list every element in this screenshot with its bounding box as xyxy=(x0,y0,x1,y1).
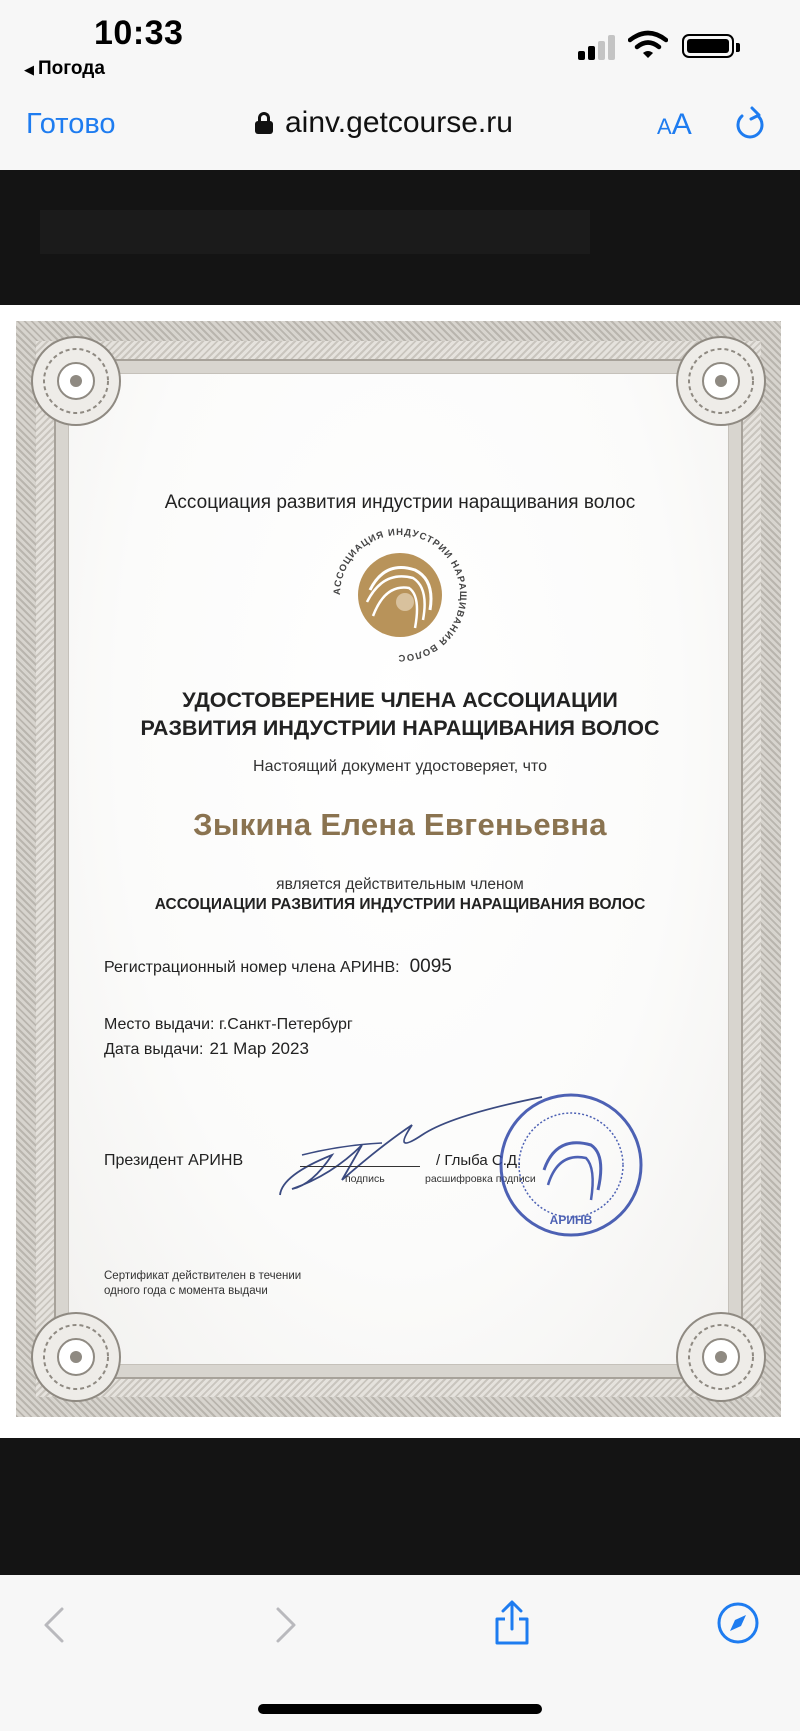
back-to-app-link[interactable] xyxy=(24,58,105,80)
date-label: Дата выдачи: xyxy=(104,1041,204,1058)
corner-rosette-icon xyxy=(28,333,124,429)
organization-name: Ассоциация развития индустрии наращивания волос xyxy=(164,492,636,513)
refresh-icon[interactable] xyxy=(732,104,768,144)
status-time: 10:33 xyxy=(94,14,184,52)
issue-date xyxy=(104,1039,309,1059)
validity-note-line1: Сертификат действителен в течении xyxy=(104,1270,302,1282)
home-indicator[interactable] xyxy=(258,1704,542,1714)
back-triangle-icon: ◀ xyxy=(24,62,34,77)
signature-decode: / Глыба С.Д. xyxy=(436,1152,522,1169)
lock-icon xyxy=(255,112,273,134)
member-name: Зыкина Елена Евгеньевна xyxy=(193,807,607,842)
share-icon[interactable] xyxy=(492,1599,532,1647)
reg-value: 0095 xyxy=(409,956,452,977)
issue-place xyxy=(104,1016,353,1034)
official-stamp xyxy=(496,1090,646,1240)
place-value: г.Санкт-Петербург xyxy=(218,1016,353,1033)
cellular-signal-icon xyxy=(578,34,618,60)
battery-icon xyxy=(682,34,734,58)
corner-rosette-icon xyxy=(28,1309,124,1405)
compass-icon[interactable] xyxy=(716,1601,760,1645)
validity-note-line2: одного года с момента выдачи xyxy=(104,1285,268,1297)
president-label: Президент АРИНВ xyxy=(104,1152,244,1169)
corner-rosette-icon xyxy=(673,333,769,429)
reg-label: Регистрационный номер члена АРИНВ: xyxy=(104,959,400,976)
browser-bottom-toolbar xyxy=(0,1575,800,1731)
decode-caption: расшифровка подписи xyxy=(425,1173,536,1185)
place-label: Место выдачи: xyxy=(104,1016,215,1033)
back-app-label: Погода xyxy=(38,58,105,79)
address-bar[interactable] xyxy=(255,106,513,140)
signature-caption: подпись xyxy=(345,1173,385,1185)
certificate-area xyxy=(0,305,800,1438)
date-value: 21 Мар 2023 xyxy=(209,1039,309,1058)
back-arrow-icon[interactable] xyxy=(40,1605,68,1645)
certificate-title-line1: УДОСТОВЕРЕНИЕ ЧЛЕНА АССОЦИАЦИИ xyxy=(182,688,618,712)
certificate-border xyxy=(16,321,781,1417)
wifi-icon xyxy=(628,30,668,60)
text-size-small: A xyxy=(657,114,672,139)
svg-text:АССОЦИАЦИЯ ИНДУСТРИИ НАРАЩИВАН: АССОЦИАЦИЯ ИНДУСТРИИ НАРАЩИВАНИЯ ВОЛОС xyxy=(331,526,469,664)
browser-toolbar xyxy=(0,90,800,170)
done-button[interactable]: Готово xyxy=(26,108,116,140)
corner-rosette-icon xyxy=(673,1309,769,1405)
registration-number xyxy=(104,956,452,978)
page-header-band xyxy=(0,170,800,305)
svg-text:АРИНВ: АРИНВ xyxy=(549,1213,593,1227)
status-bar xyxy=(0,0,800,90)
certificate-title-line2: РАЗВИТИЯ ИНДУСТРИИ НАРАЩИВАНИЯ ВОЛОС xyxy=(140,716,660,740)
signature-line xyxy=(300,1166,420,1167)
forward-arrow-icon[interactable] xyxy=(272,1605,300,1645)
page-footer-band xyxy=(0,1438,800,1575)
text-size-large: A xyxy=(671,108,692,141)
association-caps-text: АССОЦИАЦИИ РАЗВИТИЯ ИНДУСТРИИ НАРАЩИВАНИЯ ВОЛОС xyxy=(154,896,646,913)
certifies-text: Настоящий документ удостоверяет, что xyxy=(253,758,547,775)
is-member-text: является действительным членом xyxy=(276,876,524,893)
text-size-button[interactable] xyxy=(657,108,692,142)
association-logo xyxy=(325,520,475,670)
url-text: ainv.getcourse.ru xyxy=(285,106,513,139)
